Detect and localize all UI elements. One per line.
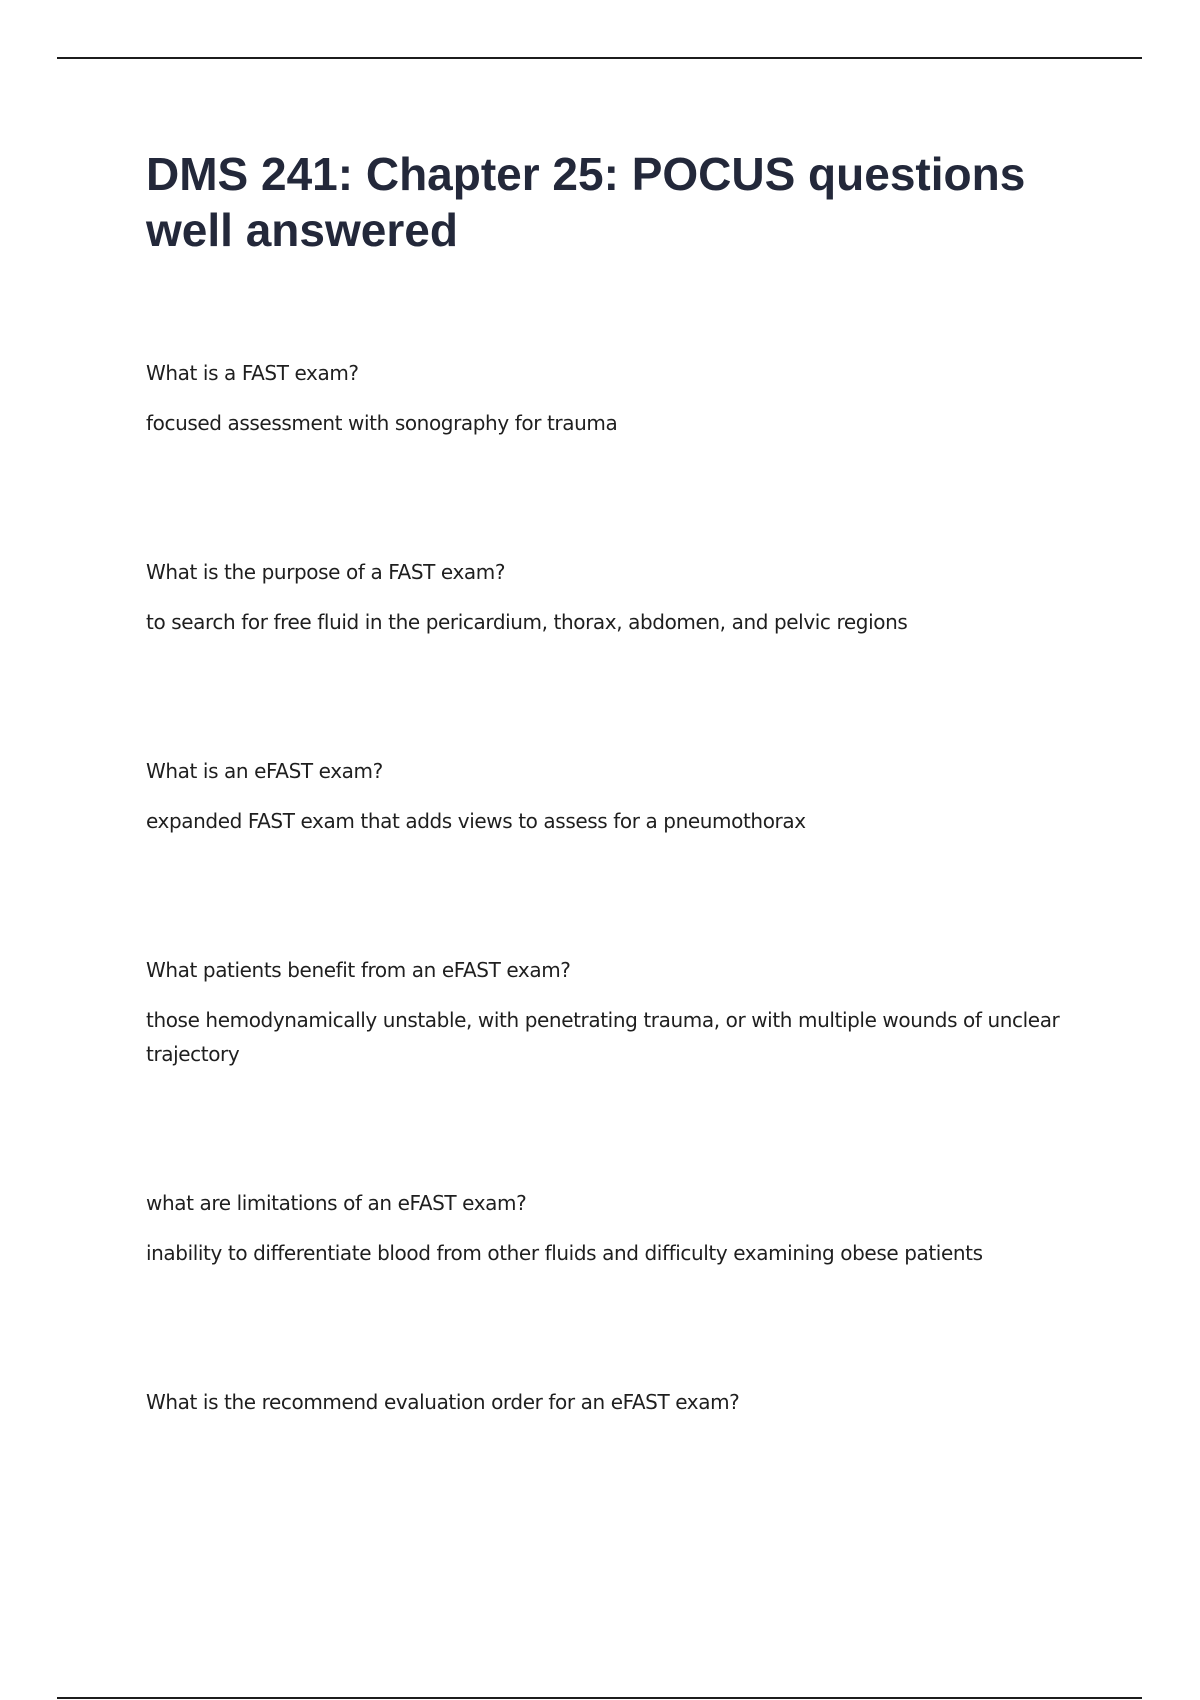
question-text: What is the recommend evaluation order for an eFAST exam? bbox=[146, 1390, 740, 1414]
top-divider bbox=[57, 57, 1142, 59]
qa-item bbox=[146, 356, 1106, 440]
answer-text: inability to differentiate blood from other fluids and difficulty examining obese patients bbox=[146, 1241, 983, 1265]
question-text: What patients benefit from an eFAST exam? bbox=[146, 958, 571, 982]
question-text: What is a FAST exam? bbox=[146, 361, 359, 385]
answer-text: to search for free fluid in the pericardium, thorax, abdomen, and pelvic regions bbox=[146, 610, 908, 634]
answer-text: focused assessment with sonography for trauma bbox=[146, 411, 618, 435]
qa-item bbox=[146, 754, 1106, 838]
qa-item bbox=[146, 1186, 1106, 1270]
question-text: What is the purpose of a FAST exam? bbox=[146, 560, 506, 584]
bottom-divider bbox=[57, 1697, 1142, 1699]
question-text: what are limitations of an eFAST exam? bbox=[146, 1191, 527, 1215]
question-text: What is an eFAST exam? bbox=[146, 759, 383, 783]
qa-item bbox=[146, 953, 1106, 1071]
answer-text: those hemodynamically unstable, with penetrating trauma, or with multiple wounds of unclear trajectory bbox=[146, 1008, 1060, 1066]
qa-item bbox=[146, 1385, 1106, 1419]
qa-list bbox=[146, 356, 1106, 1435]
answer-text: expanded FAST exam that adds views to assess for a pneumothorax bbox=[146, 809, 806, 833]
qa-item bbox=[146, 555, 1106, 639]
document-title: DMS 241: Chapter 25: POCUS questions well answered bbox=[146, 148, 1026, 256]
